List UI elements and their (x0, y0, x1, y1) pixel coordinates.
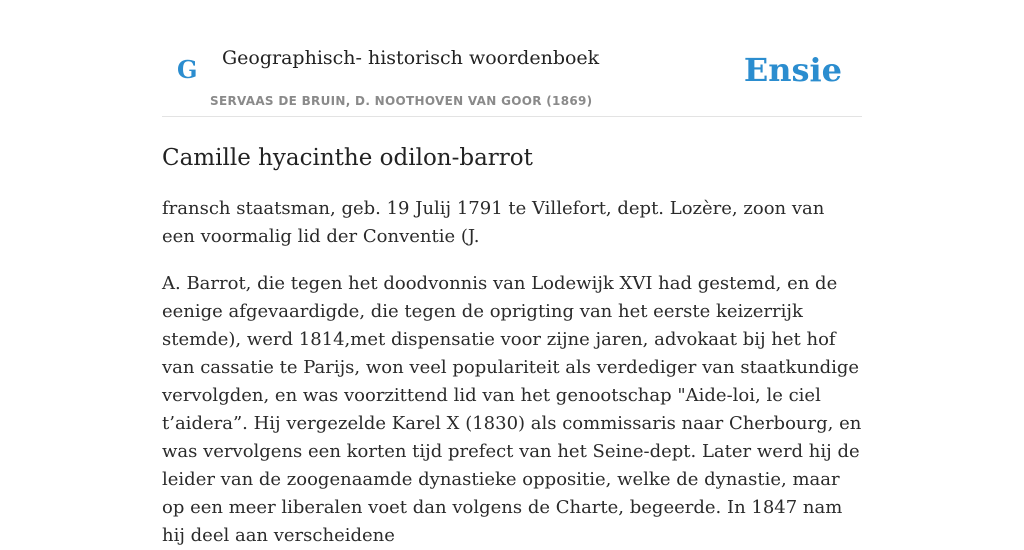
entry-title: Camille hyacinthe odilon-barrot (162, 145, 533, 171)
book-author: SERVAAS DE BRUIN, D. NOOTHOVEN VAN GOOR (1869) (210, 94, 593, 108)
entry-paragraph: fransch staatsman, geb. 19 Julij 1791 te Villefort, dept. Lozère, zoon van een voormalig lid der Conventie (J. (162, 198, 825, 247)
ensie-logo[interactable]: Ensie (743, 51, 842, 89)
entry-body (162, 195, 862, 550)
page (162, 0, 862, 550)
header (162, 0, 862, 117)
entry-paragraph: A. Barrot, die tegen het doodvonnis van Lodewijk XVI had gestemd, en de eenige afgevaardigde, die tegen de oprigting van het eerste keizerrijk stemde), werd 1814,met dispensatie voor zijne jaren, advokaat bij het hof van cassatie te Parijs, won veel populariteit als verdediger van staatkundige vervolgden, en was voorzittend lid van het genootschap "Aide-loi, le ciel t’aidera”. Hij vergezelde Karel X (1830) als commissaris naar Cherbourg, en was vervolgens een korten tijd prefect van het Seine-dept. Later werd hij de leider van de zoogenaamde dynastieke oppositie, welke de dynastie, maar op een meer liberalen voet dan volgens de Charte, begeerde. In 1847 nam hij deel aan verscheidene (162, 273, 862, 546)
book-logo-letter[interactable]: G (177, 55, 198, 84)
book-title[interactable]: Geographisch- historisch woordenboek (222, 47, 600, 69)
